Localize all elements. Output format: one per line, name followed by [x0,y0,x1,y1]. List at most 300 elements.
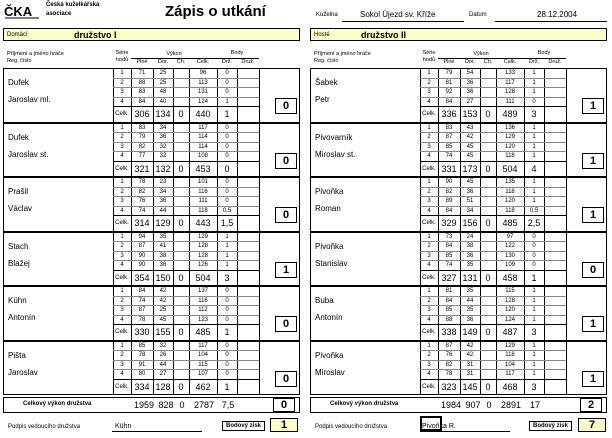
score-cell: 24 [466,233,474,240]
grid-line [566,177,567,232]
score-cell: 2 [427,188,431,195]
total-cell: 1 [224,381,230,392]
player-surname: Prašil [8,187,29,196]
score-cell: 35 [466,307,474,313]
score-cell: 1 [532,297,536,304]
grid-line [237,123,238,178]
total-cell: 329 [441,218,457,228]
player-firstname: Václav [8,204,33,213]
score-cell: 118 [505,153,515,159]
total-cell: 330 [134,327,150,337]
celk-label: Celk. [115,220,129,226]
team-points: 0 [275,316,297,332]
celk-header: Celk. [503,59,517,65]
score-cell: 1 [532,124,536,131]
score-cell: 1 [532,70,536,76]
score-cell: 87 [445,134,453,140]
total-cell: 1 [531,272,537,283]
score-cell: 38 [159,252,167,259]
score-cell: 45 [466,153,474,159]
total-cell: 149 [462,327,478,337]
score-cell: 136 [504,124,515,131]
score-cell: 4 [120,207,124,214]
score-cell: 104 [197,352,208,358]
team-points: 1 [582,153,604,169]
celk-label: Celk. [422,274,436,281]
score-cell: 116 [198,297,208,304]
score-cell: 4 [120,98,124,105]
score-cell: 0 [225,371,229,377]
score-cell: 45 [466,179,474,185]
score-cell: 25 [159,79,167,86]
score-cell: 1 [532,134,536,140]
away-bodovy-label: Bodový zisk [529,421,572,431]
score-cell: 78 [138,352,146,358]
score-cell: 3 [427,143,431,150]
total-cell: 440 [195,109,211,119]
total-cell: 0 [178,272,184,283]
total-cell: 468 [502,381,518,392]
total-cell: 443 [195,218,211,228]
score-cell: 78 [138,316,146,323]
score-cell: 131 [197,89,208,95]
name-header: Příjmení a jméno hráče [7,51,64,57]
score-cell: 109 [504,262,515,268]
player-firstname: Miroslav [315,367,345,377]
total-cell: 134 [155,109,171,119]
player-surname: Dufek [8,132,29,142]
score-cell: 112 [198,307,208,313]
score-cell: 0 [225,124,229,131]
player-surname: Buba [315,296,334,305]
summary-value: 907 [465,400,481,410]
score-cell: 36 [159,198,167,204]
score-cell: 91 [138,361,146,368]
score-cell: 137 [197,288,208,294]
player-surname: Stach [8,241,29,251]
score-cell: 3 [427,307,431,313]
score-cell: 1 [532,79,536,86]
total-cell: 1,5 [220,218,234,228]
score-cell: 85 [445,252,453,259]
score-cell: 4 [427,316,431,323]
score-cell: 44 [159,361,167,368]
score-cell: 32 [159,143,167,150]
score-cell: 2 [120,188,124,195]
score-cell: 3 [120,252,124,259]
score-cell: 4 [120,371,124,377]
score-cell: 42 [466,352,474,358]
score-cell: 0 [225,188,229,195]
total-cell: 462 [195,381,211,392]
score-cell: 27 [159,371,167,377]
summary-label: Celkový výkon družstva [23,401,92,407]
score-cell: 45 [159,316,167,323]
score-cell: 101 [197,179,208,185]
dor-header: Dor. [157,59,169,65]
score-cell: 77 [138,153,146,159]
team-points: 0 [582,262,604,278]
score-cell: 0 [532,262,536,268]
score-cell: 1 [532,342,536,349]
away-bodovy-value: 7 [578,418,606,432]
score-cell: 43 [466,124,474,131]
score-cell: 126 [197,262,208,268]
total-cell: 331 [441,163,457,174]
grid-line [113,215,259,216]
player-firstname: Roman [315,204,341,213]
serie-header: Série [115,50,129,56]
summary-value: 828 [158,400,174,410]
total-cell: 0 [178,381,184,392]
score-cell: 1 [427,342,431,349]
player-firstname: Petr [315,95,330,104]
grid-line [420,324,566,325]
score-cell: 87 [138,307,146,313]
away-leader-name: Pivoňka R. [422,423,456,430]
score-cell: 82 [445,188,453,195]
grid-line [566,286,567,341]
vykon-header: Výkon [473,51,489,57]
away-team-bar [310,28,607,41]
score-cell: 36 [466,188,474,195]
datum-label: Datum [469,12,487,18]
score-cell: 1 [225,262,229,268]
home-bodovy-label: Bodový zisk [222,421,265,431]
player-firstname: Miroslav st. [315,149,356,159]
score-cell: 2 [427,352,431,358]
home-bodovy-value: 1 [270,418,298,432]
celk-label: Celk. [422,165,436,172]
score-cell: 38 [466,243,474,249]
score-cell: 82 [138,143,146,150]
score-cell: 0 [225,198,229,204]
score-cell: 85 [445,307,453,313]
total-cell: 489 [502,109,518,119]
score-cell: 4 [120,262,124,268]
team-points: 1 [582,207,604,223]
grid-line [544,232,545,287]
score-cell: 90 [138,262,146,268]
score-cell: 25 [159,307,167,313]
grid-line [259,123,260,178]
total-cell: 129 [155,218,171,228]
score-cell: 81 [445,288,453,294]
grid-line [131,58,217,59]
summary-value: 0 [486,400,492,410]
player-surname: Kühn [8,296,27,305]
total-cell: 334 [134,381,150,392]
score-cell: 35 [159,233,167,240]
score-cell: 83 [138,89,146,95]
total-cell: 338 [441,327,457,337]
score-cell: 78 [445,371,453,377]
summary-value: 7,5 [221,400,235,410]
total-cell: 485 [502,218,518,228]
celk-label: Celk. [115,111,129,117]
grid-line [544,123,545,178]
score-cell: 111 [198,198,208,204]
grid-line [237,341,238,396]
total-cell: 354 [134,272,150,283]
score-cell: 42 [466,342,474,349]
score-cell: 85 [445,143,453,150]
score-cell: 0 [532,243,536,249]
score-cell: 36 [466,252,474,259]
total-cell: 487 [502,327,518,337]
total-cell: 314 [134,218,150,228]
score-cell: 115 [198,361,208,368]
plne-header: Plné [136,59,148,65]
score-cell: 94 [138,233,146,240]
player-surname: Pišta [8,350,26,360]
player-surname: Šabek [315,78,338,87]
player-surname: Dufek [8,78,29,87]
score-cell: 3 [120,361,124,368]
score-cell: 1 [120,124,124,131]
score-cell: 84 [445,207,453,214]
score-cell: 129 [197,233,208,240]
total-cell: 150 [155,272,171,283]
player-firstname: Jaroslav [8,367,38,377]
name-header: Příjmení a jméno hráče [314,51,371,57]
score-cell: 120 [504,198,515,204]
score-cell: 118 [505,352,515,358]
player-surname: Pivovarník [315,132,353,142]
grid-line [544,68,545,123]
score-cell: 0 [225,361,229,368]
grid-line [438,58,524,59]
org-name-line2: asociace [46,11,72,17]
score-cell: 1 [532,198,536,204]
grid-line [566,341,567,396]
home-team-bar [3,28,300,41]
total-cell: 4 [531,163,537,174]
score-cell: 74 [138,297,146,304]
score-cell: 88 [138,79,146,86]
score-cell: 1 [532,288,536,294]
score-cell: 0 [532,233,536,240]
score-cell: 34 [466,207,474,214]
grid-line [566,232,567,287]
reg-header: Reg. číslo [7,58,32,64]
score-cell: 116 [198,188,208,195]
home-signature-label: Podpis vedoucího družstva [8,424,81,430]
score-cell: 42 [159,297,167,304]
score-cell: 31 [466,361,474,368]
score-cell: 120 [504,143,515,150]
vykon-header: Výkon [166,51,182,57]
score-cell: 130 [504,252,515,259]
total-cell: 0 [178,218,184,228]
score-cell: 117 [198,124,208,131]
summary-value: 0 [179,400,185,410]
body-header: Body [537,50,551,56]
score-cell: 0 [225,288,229,294]
score-cell: 83 [138,124,146,131]
total-cell: 485 [195,327,211,337]
serie-header: Série [422,50,436,56]
score-cell: 82 [138,188,146,195]
grid-line [113,379,259,380]
score-cell: 1 [427,124,431,131]
score-cell: 4 [120,153,124,159]
total-cell: 323 [441,381,457,392]
summary-value: 1984 [440,400,462,410]
total-cell: 0 [485,272,491,283]
svg-text:ČKA: ČKA [4,4,33,19]
reg-header: Reg. číslo [314,58,339,64]
score-cell: 128 [197,243,208,249]
grid-line [544,286,545,341]
score-cell: 0 [225,179,229,185]
score-cell: 4 [120,316,124,323]
score-cell: 0,5 [529,207,539,214]
score-cell: 133 [504,70,515,76]
score-cell: 114 [198,143,208,150]
score-cell: 76 [445,352,453,358]
score-cell: 124 [197,98,208,105]
score-cell: 1 [120,288,124,294]
away-team-name: družstvo II [361,30,407,40]
kuzelna-value: Sokol Újezd sv. Kříže [360,10,436,19]
total-cell: 128 [155,381,171,392]
score-cell: 0 [532,98,536,105]
score-cell: 27 [466,98,474,105]
player-firstname: Stanislav [315,258,348,268]
player-surname: Pivoňka [315,350,344,360]
grid-line [113,106,259,107]
score-cell: 1 [427,288,431,294]
score-cell: 71 [138,70,146,76]
score-cell: 1 [532,143,536,150]
total-cell: 131 [462,272,478,283]
grid-line [113,324,259,325]
score-cell: 2 [120,297,124,304]
logo [3,2,41,20]
score-cell: 40 [159,98,167,105]
serie-header-2: hodů [115,57,129,63]
total-cell: 132 [155,163,171,174]
score-cell: 42 [466,134,474,140]
score-cell: 34 [159,188,167,195]
score-cell: 1 [427,70,431,76]
score-cell: 128 [504,89,515,95]
player-surname: Pivoňka [315,187,344,196]
total-cell: 155 [155,327,171,337]
score-cell: 87 [445,342,453,349]
total-cell: 0 [485,327,491,337]
drz-header: Drž. [528,59,540,65]
team-points: 1 [275,262,297,278]
grid-line [259,341,260,396]
score-cell: 74 [138,207,146,214]
score-cell: 36 [159,262,167,268]
score-cell: 3 [427,252,431,259]
score-cell: 26 [159,352,167,358]
score-cell: 3 [427,198,431,204]
score-cell: 34 [159,124,167,131]
score-cell: 1 [225,252,229,259]
score-cell: 32 [159,342,167,349]
score-cell: 114 [198,134,208,140]
celk-label: Celk. [422,111,436,117]
total-cell: 153 [462,109,478,119]
player-firstname: Jaroslav st. [8,149,49,159]
total-cell: 3 [531,327,537,337]
score-cell: 44 [159,207,167,214]
player-firstname: Blažej [8,258,30,268]
celk-label: Celk. [422,383,436,390]
total-cell: 336 [441,109,457,119]
score-cell: 31 [466,371,474,377]
score-cell: 96 [199,70,207,76]
total-cell: 504 [502,163,518,174]
home-label: Domácí [7,32,28,38]
ch-header: Ch. [176,59,186,65]
total-cell: 453 [195,163,211,174]
score-cell: 129 [504,342,515,349]
score-cell: 0 [225,143,229,150]
score-cell: 2 [427,134,431,140]
score-cell: 1 [532,153,536,159]
score-cell: 1 [532,307,536,313]
team-points: 0 [275,153,297,169]
total-cell: 3 [224,272,230,283]
summary-value: 2787 [193,400,215,410]
grid-line [259,232,260,287]
score-cell: 74 [445,153,453,159]
total-cell: 0 [485,109,491,119]
score-cell: 3 [120,143,124,150]
grid-line [420,161,566,162]
total-cell: 321 [134,163,150,174]
grid-line [566,68,567,123]
score-cell: 117 [198,342,208,349]
score-cell: 1 [532,352,536,358]
summary-value: 1959 [133,400,155,410]
drz-header: Drž. [221,59,233,65]
score-cell: 128 [504,297,515,304]
score-cell: 92 [445,89,453,95]
score-cell: 0 [225,79,229,86]
score-cell: 117 [505,79,515,86]
score-cell: 36 [466,89,474,95]
score-cell: 122 [504,243,515,249]
score-cell: 124 [504,316,515,323]
score-cell: 0 [225,153,229,159]
score-cell: 0 [225,342,229,349]
score-cell: 1 [532,316,536,323]
score-cell: 1 [120,70,124,76]
score-cell: 0,5 [222,207,232,214]
score-cell: 84 [138,98,146,105]
team-points: 0 [275,207,297,223]
score-cell: 3 [427,89,431,95]
score-cell: 0 [225,352,229,358]
grid-line [237,68,238,123]
celk-label: Celk. [115,383,129,390]
celk-header: Celk. [196,59,210,65]
away-signature-label: Podpis vedoucího družstva [315,424,388,430]
score-cell: 45 [466,143,474,150]
serie-header-2: hodů [422,57,436,63]
score-cell: 1 [532,179,536,185]
score-cell: 118 [505,207,515,214]
score-cell: 81 [445,79,453,86]
grid-line [566,123,567,178]
score-cell: 82 [445,361,453,368]
